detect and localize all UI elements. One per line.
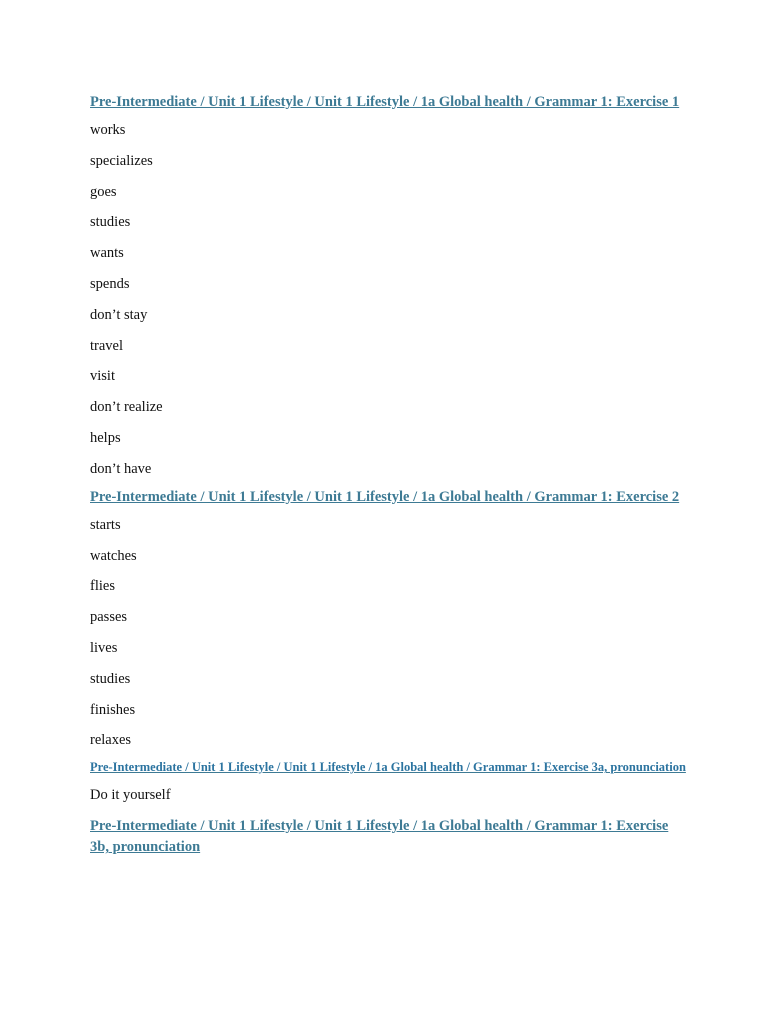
document-page [90,92,690,866]
section-exercise-3b [90,816,690,858]
answer-item: studies [90,214,131,231]
answer-item: flies [90,578,115,595]
section-exercise-1 [90,92,690,478]
exercise-3b-link[interactable]: Pre-Intermediate / Unit 1 Lifestyle / Unit 1 Lifestyle / 1a Global health / Grammar 1: Exercise 3b, pronunciation [90,818,669,856]
section-exercise-2 [90,487,690,750]
answer-item: don’t stay [90,306,148,323]
answer-item: starts [90,516,121,533]
answer-item: helps [90,429,121,446]
answer-item: wants [90,245,124,262]
answer-item: don’t have [90,460,152,477]
exercise-1-answers [90,121,690,478]
answer-item: studies [90,670,131,687]
answer-item: don’t realize [90,399,163,416]
answer-item: travel [90,337,124,354]
section-exercise-3a [90,758,690,804]
answer-item: finishes [90,701,136,718]
answer-item: passes [90,609,128,626]
answer-item: spends [90,275,130,292]
answer-item: specializes [90,152,153,169]
exercise-3a-link[interactable]: Pre-Intermediate / Unit 1 Lifestyle / Unit 1 Lifestyle / 1a Global health / Grammar 1: Exercise 3a, pronunciation [90,760,686,775]
exercise-2-link[interactable]: Pre-Intermediate / Unit 1 Lifestyle / Unit 1 Lifestyle / 1a Global health / Grammar 1: Exercise 2 [90,488,680,505]
answer-item: visit [90,368,115,385]
answer-item: watches [90,547,137,564]
exercise-2-answers [90,516,690,750]
answer-item: lives [90,639,118,656]
answer-item: relaxes [90,732,132,749]
answer-item: goes [90,183,117,200]
exercise-1-link[interactable]: Pre-Intermediate / Unit 1 Lifestyle / Unit 1 Lifestyle / 1a Global health / Grammar 1: Exercise 1 [90,94,680,110]
exercise-3a-text: Do it yourself [90,787,171,804]
answer-item: works [90,122,126,138]
